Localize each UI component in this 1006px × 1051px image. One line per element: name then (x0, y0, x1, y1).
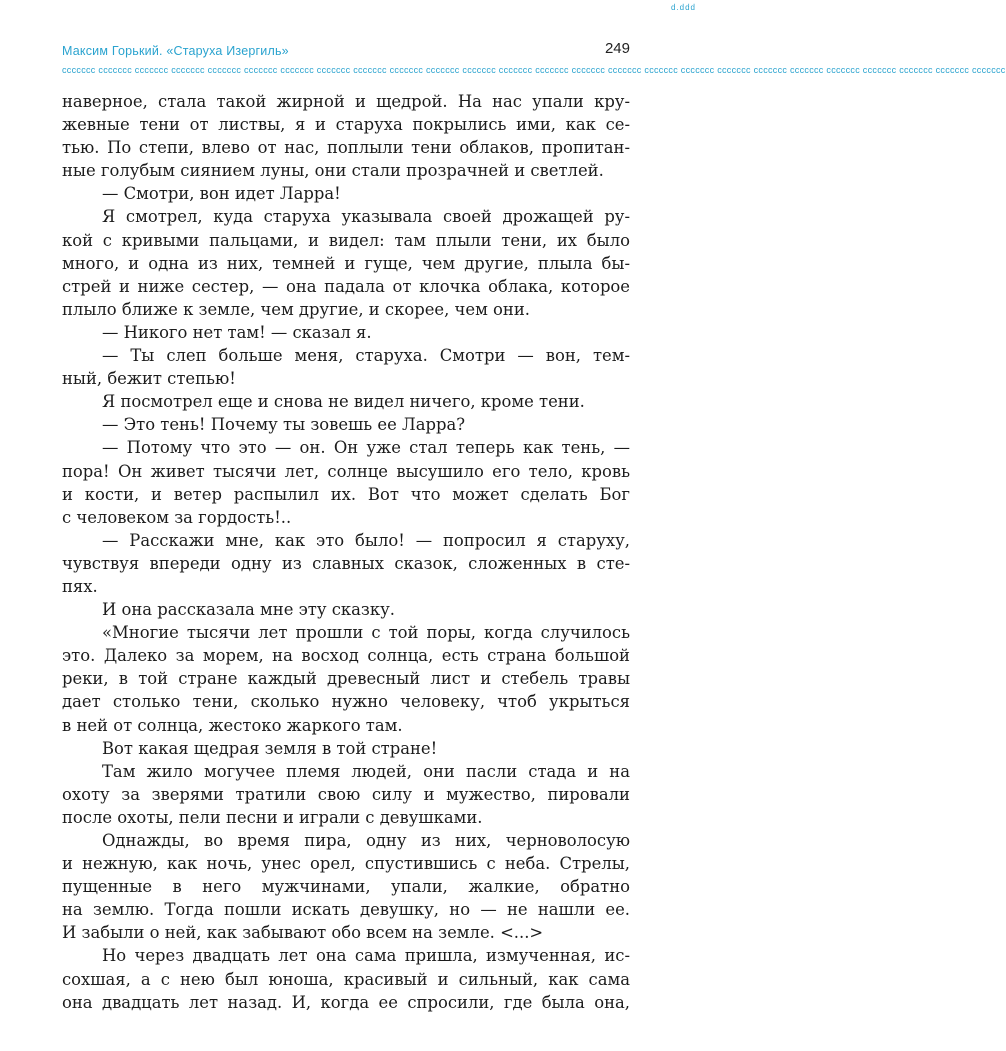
running-title: Максим Горький. «Старуха Изергиль» (62, 44, 289, 58)
text-line: пора! Он живет тысячи лет, солнце высушило его тело, кровь (62, 461, 630, 481)
text-line: И она рассказала мне эту сказку. (102, 600, 395, 620)
text-line: дает столько тени, сколько нужно человеку, чтоб укрыться (62, 692, 630, 712)
text-line: охоту за зверями тратили свою силу и мужество, пировали (62, 784, 630, 804)
text-line: сохшая, а с нею был юноша, красивый и сильный, как сама (62, 969, 630, 989)
text-line: в ней от солнца, жестоко жаркого там. (62, 715, 403, 735)
text-line: после охоты, пели песни и играли с девушками. (62, 807, 483, 827)
text-line: — Никого нет там! — сказал я. (102, 322, 372, 342)
text-line: — Потому что это — он. Он уже стал теперь как тень, — (102, 438, 630, 458)
text-line: Вот какая щедрая земля в той стране! (102, 738, 438, 758)
text-line: жевные тени от листвы, я и старуха покрылись ими, как се- (62, 115, 630, 135)
text-line: И забыли о ней, как забывают обо всем на земле. <...> (62, 923, 544, 943)
running-head (62, 40, 630, 62)
text-line: ные голубым сиянием луны, они стали прозрачней и светлей. (62, 161, 604, 181)
text-line: пущенные в него мужчинами, упали, жалкие, обратно (62, 877, 630, 897)
text-line: тью. По степи, влево от нас, поплыли тени облаков, пропитан- (62, 138, 630, 158)
text-line: и нежную, как ночь, унес орел, спустившись с неба. Стрелы, (62, 854, 630, 874)
text-line: Я смотрел, куда старуха указывала своей дрожащей ру- (102, 207, 630, 227)
text-line: кой с кривыми пальцами, и видел: там плыли тени, их было (62, 230, 630, 250)
text-line: — Расскажи мне, как это было! — попросил я старуху, (102, 530, 630, 550)
text-line: на землю. Тогда пошли искать девушку, но — не нашли ее. (62, 900, 630, 920)
text-line: реки, в той стране каждый древесный лист и стебель травы (62, 669, 630, 689)
text-line: чувствуя впереди одну из славных сказок, сложенных в сте- (62, 553, 630, 573)
text-line: «Многие тысячи лет прошли с той поры, когда случилось (102, 623, 630, 643)
text-line: — Смотри, вон идет Ларра! (102, 184, 341, 204)
text-line: это. Далеко за морем, на восход солнца, есть страна большой (62, 646, 630, 666)
text-line: с человеком за гордость!.. (62, 507, 292, 527)
text-line: Но через двадцать лет она сама пришла, измученная, ис- (102, 946, 630, 966)
text-line: Там жило могучее племя людей, они пасли стада и на (102, 761, 630, 781)
text-line: Однажды, во время пира, одну из них, черноволосую (102, 831, 630, 850)
text-line: — Ты слеп больше меня, старуха. Смотри — вон, тем- (102, 346, 630, 366)
text-line: много, и одна из них, темней и гуще, чем другие, плыла бы- (62, 253, 630, 273)
page-number: 249 (604, 40, 630, 57)
text-line: наверное, стала такой жирной и щедрой. На нас упали кру- (62, 92, 630, 111)
text-line: ный, бежит степью! (62, 369, 236, 389)
corner-mark: ԁ.ԁԁԁ (670, 3, 696, 12)
text-line: — Это тень! Почему ты зовешь ее Ларра? (102, 415, 466, 435)
text-line: плыло ближе к земле, чем другие, и скорее, чем они. (62, 299, 530, 319)
body-text (62, 90, 630, 1014)
text-line: она двадцать лет назад. И, когда ее спросили, где была она, (62, 992, 630, 1012)
text-line: стрей и ниже сестер, — она падала от клочка облака, которое (62, 276, 630, 296)
text-line: и кости, и ветер распылил их. Вот что может сделать Бог (62, 484, 630, 504)
text-line: пях. (62, 576, 98, 596)
header-ornament: ccccccc ccccccc ccccccc ccccccc ccccccc ccccccc ccccccc ccccccc ccccccc ccccccc ccccccc ccccccc ccccccc ccccccc ccccccc ccccccc ccccccc ccccccc ccccccc ccccccc ccccccc ccccccc ccccccc ccccccc ccccccc ccccccc (62, 65, 1006, 75)
text-line: Я посмотрел еще и снова не видел ничего, кроме тени. (102, 392, 585, 412)
